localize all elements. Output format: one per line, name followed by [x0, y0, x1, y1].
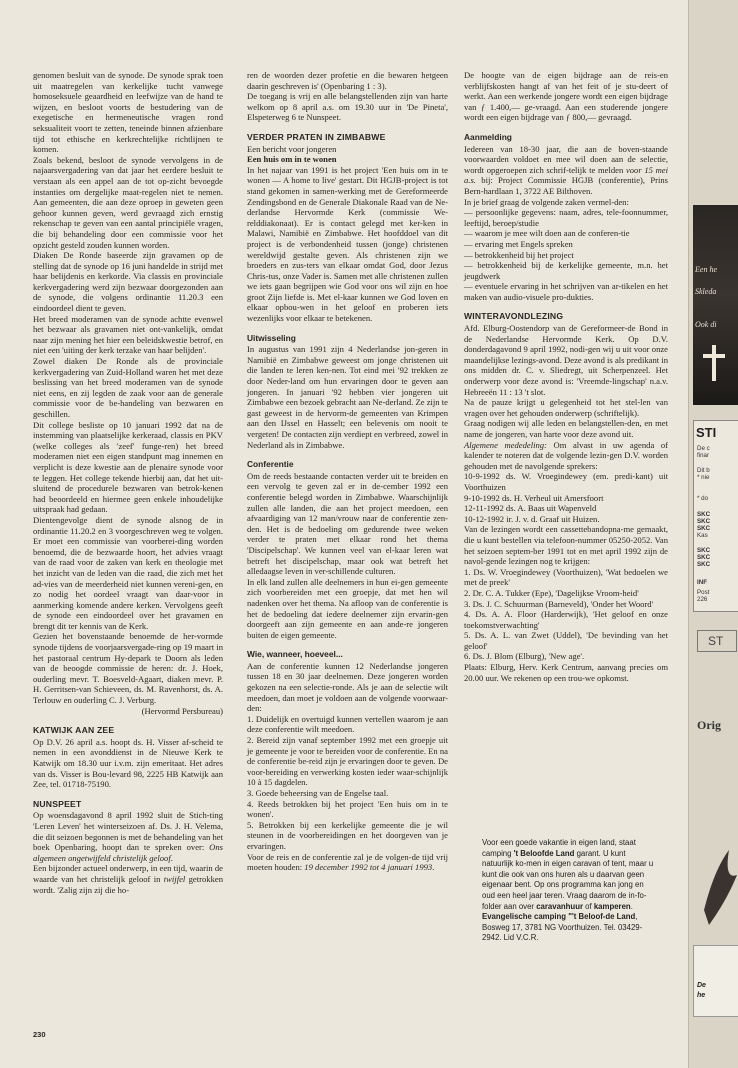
column-1 — [33, 70, 223, 895]
paragraph: Na de pauze krijgt u gelegenheid tot het stel-len van vragen over het gehouden onderwerp (schriftelijk). — [464, 397, 668, 418]
section-heading-aanmelding: Aanmelding — [464, 131, 512, 142]
paragraph: De hoogte van de eigen bijdrage aan de reis-en verblijfskosten hangt af van het feit of je stu-deert of werkt. Aan een werkende jongere wordt een eigen bijdrage van ƒ 1.400,— ge-vraagd. Aan een studerende jongere wordt een eigen bijdrage van ƒ 800,— gevraagd. — [464, 70, 668, 123]
original-stamp: Orig — [697, 718, 721, 732]
list-item: 1. Duidelijk en overtuigd kunnen vertellen waarom je aan deze conferentie wilt meedoen. — [247, 713, 448, 735]
section-heading-conferentie: Conferentie — [247, 459, 294, 470]
subheading-bold: Een huis om in te wonen — [247, 154, 337, 165]
paragraph: In het najaar van 1991 is het project 'Een huis om in te wonen — A home to live' gestart. Dit HGJB-project is tot stand gekomen in samen-werking met de Gereformeerde Zendingsbond en de Generale Diakonale Raad van de Ne-derlandse Hervormde Kerk (commissie We-relddiakonaat). Er is contact gelegd met ker-ken in Malawi, Namibië en Zimbabwe. Het hoofddoel van dit project is de verbondenheid tussen (jonge) christenen wereldwijd gestalte geven. Als christenen zijn we broeders en zus-ters van elkaar omdat God, door Jezus Chris-tus, onze Vader is. Samen met alle christenen zullen we iets gaan begrijpen wie God voor ons wil zijn en hoe groot Zijn liefde is. Met el-kaar kunnen we God loven en elkaar opbou-wen in het geloof en proberen iets wezenlijks voor elkaar te betekenen. — [247, 164, 448, 324]
column-2 — [247, 70, 448, 873]
date-item: 10-9-1992 ds. W. Vroegindewey (em. predi-kant) uit Voorthuizen — [464, 471, 668, 492]
paragraph: Aan de conferentie kunnen 12 Nederlandse jongeren tussen 18 en 30 jaar deelnemen. Deze jongeren worden gekozen na een selectie-ronde. Als je aan de selectie wilt meedoen, dan moet je voldoen aan de volgende voorwaar-den: — [247, 660, 448, 714]
list-item: 5. Betrokken bij een kerkelijke gemeente die je wil steunen in de voorbereidingen en het doorgeven van je ervaringen. — [247, 819, 448, 851]
paragraph: In je brief graag de volgende zaken vermel-den: — [464, 196, 629, 207]
list-item: — waarom je mee wilt doen aan de conferen-tie — [464, 228, 630, 239]
list-item: — betrokkenheid bij de kerkelijke gemeente, m.n. het jeugdwerk — [464, 260, 668, 281]
paragraph: Zoals bekend, besloot de synode vervolgens in de najaarsvergadering van dat jaar het eerdere besluit te verstaan als een appel aan de tot op-zicht bevoegde instanties om dergelijke maat-regelen niet te nemen. Aan gemeenten, die aan deze oproep in geweten geen gehoor kunnen geven, werd gevraagd zich ernstig rekenschap te geven van een aantal principiële vragen, die bij behandeling door een commissie voor het opzicht gesteld zouden kunnen worden. — [33, 154, 223, 250]
list-item: 3. Goede beheersing van de Engelse taal. — [247, 788, 389, 798]
paragraph: Van de lezingen wordt een cassettebandopna-me gemaakt, die u kunt bestellen via telefoon-nummer 05250-2052. Van het seizoen septem-ber 1991 tot en met april 1992 zijn de navol-gende lezingen nog te krijgen: — [464, 524, 668, 567]
date-item: 9-10-1992 ds. H. Verheul uit Amersfoort — [464, 492, 604, 503]
adjacent-page-strip — [688, 0, 738, 1068]
list-item: 2. Bereid zijn vanaf september 1992 met een groepje uit je gemeente je voor te bereiden voor de conferentie. En na de conferentie be-reid zijn je ervaringen door te geven. De voor-bereiding en verwerking kosten ieder waar-schijnlijk 10 à 15 dagdelen. — [247, 735, 448, 788]
paragraph: Op D.V. 26 april a.s. hoopt ds. H. Visser af-scheid te nemen in een avonddienst in de Nieuwe Kerk te Katwijk om 18.30 uur i.v.m. zijn emeritaat. Het adres van ds. Visser is Bou-levard 98, 2225 HB Katwijk aan Zee, tel. 01718-75190. — [33, 736, 223, 790]
list-item: — betrokkenheid bij het project — [464, 249, 574, 260]
paragraph: Een bijzonder actueel onderwerp, in een tijd, waarin de waarde van het christelijk geloof in twijfel getrokken wordt. 'Zalig zijn zij die ho- — [33, 863, 223, 895]
section-heading-zimbabwe: VERDER PRATEN IN ZIMBABWE — [247, 131, 386, 142]
paragraph: In augustus van 1991 zijn 4 Nederlandse jon-geren in Namibië en Zimbabwe geweest om jonge christenen uit die landen te leren ken-nen. Tot eind mei '92 trekken ze door Neder-land om hun ervaringen door te geven aan jongeren. In januari '92 hebben vier jongeren uit Zimbabwe een bezoek gebracht aan Ne-derland. Ze zijn te gast geweest in de hervorm-de gemeenten van Krimpen aan den IJssel en Hasselt; een belevenis om nooit te vergeten! De contacten zijn verdiept en verbreed, zowel in Nederland als in Zimbabwe. — [247, 344, 448, 450]
paragraph: Algemene mededeling: Om alvast in uw agenda of kalender te noteren dat de volgende lezin-gen D.V. worden gehouden met de navolgende sprekers: — [464, 439, 668, 471]
side-subsection: ST — [693, 630, 738, 930]
photo-caption: Skleda — [695, 287, 717, 296]
section-heading-uitwisseling: Uitwisseling — [247, 332, 296, 343]
paragraph: Iedereen van 18-30 jaar, die aan de boven-staande voorwaarden voldoet en mee wil doen aan de selectie, wordt opgeroepen zich schrif-telijk te melden voor 15 mei a.s. bij: Project Commissie HGJB (conferentie), Prins Bern-hardlaan 1, 3722 AE Bilthoven. — [464, 143, 668, 196]
paragraph: Zowel diaken De Ronde als de provinciale kerkvergadering van Zuid-Holland waren het met deze beslissing van het breed moderamen van de synode niet eens, en zij legden de zaak voor aan de generale commissie voor de be-handeling van bezwaren en geschillen. — [33, 356, 223, 419]
paragraph: Dit college besliste op 10 januari 1992 dat na de instemming van plaatselijke kerkeraad, classis en PKV (welke colleges als 'zeef' funge-ren) het breed moderamen niet een eigen standpunt mag innemen en verplicht is deze kwestie aan de plenaire synode voor te leggen. Het college tekende hierbij aan, dat het uit-sluitend de procedurele bezwaren van betrok-kenen had beoordeeld en hiermee geen enkele inhoudelijke uitspraak had gedaan. — [33, 419, 223, 515]
subheading: Een bericht voor jongeren — [247, 143, 337, 154]
lecture-item: 4. Ds. A. A. Floor (Harderwijk), 'Het geloof en onze toekomstverwachting' — [464, 609, 668, 630]
camping-advertisement: Voor een goede vakantie in eigen land, staat camping 't Beloofde Land garant. U kunt natuurlijk ko-men in eigen caravan of tent, maar u kunt die ook van ons huren als u daarvan geen eigenaar bent. Op ons programma kan jong en oud een heel jaar teren. Vraag daarom de in-fo-folder aan over caravanhuur of kamperen. Evangelische camping "'t Beloof-de Land, Bosweg 17, 3781 NG Voorthuizen. Tel. 03429-2942. Lid V.C.R. — [482, 838, 654, 943]
paragraph: Voor de reis en de conferentie zal je de volgen-de tijd vrij moeten houden: 19 december 1992 tot 4 januari 1993. — [247, 851, 448, 873]
list-item: — eventuele ervaring in het schrijven van ar-tikelen en het maken van audio-visuele pro-dukties. — [464, 281, 668, 302]
paragraph: Graag nodigen wij alle leden en belangstellen-den, en met name de jongeren, van harte voor deze avond uit. — [464, 418, 668, 439]
paragraph: genomen besluit van de synode. De synode sprak toen uit maatregelen van kerkelijke tucht vanwege homoseksuele geaardheid en leefwijze van de hand te wijzen, en besloot voorts de bestudering van de exegetische en hermeneutische vragen rond seksualiteit voort te zetten, teneinde binnen afzienbare tijd tot ethische en kerkrechtelijke richtlijnen te komen. — [33, 70, 223, 155]
photo-caption: Een he — [695, 265, 717, 274]
page-number: 230 — [33, 1030, 46, 1039]
lecture-item: 3. Ds. J. C. Schuurman (Barneveld), 'Onder het Woord' — [464, 598, 654, 609]
side-advertisement: STI De c finar Dit b * nie * do SKC SKC SKC Kas SKC SKC SKC INF Post 226 — [693, 420, 738, 612]
photo-image — [693, 205, 738, 405]
section-heading-nunspeet: NUNSPEET — [33, 798, 82, 809]
list-item: — ervaring met Engels spreken — [464, 238, 573, 249]
photo-caption: Ook di — [695, 320, 717, 329]
cross-figure-icon — [703, 345, 725, 381]
source-credit: (Hervormd Persbureau) — [141, 705, 223, 716]
paragraph: Om de reeds bestaande contacten verder uit te breiden en een vervolg te geven zal er in de-cember 1992 een conferentie belegd worden in Zimbabwe. Waarschijnlijk zullen alle landen, die aan het project meedoen, een afvaardiging van 12 man/vrouw naar de conferentie zen-den. Het is de bedoeling om gedurende twee weken verder te praten met elkaar rond het thema 'Discipelschap'. We kunnen veel van el-kaar leren wat betreft het discipelschap, maar ook wat betreft het alledaagse leven in ver-schillende culturen. — [247, 470, 448, 577]
list-item: 4. Reeds betrokken bij het project 'Een huis om in te wonen'. — [247, 798, 448, 820]
date-item: 10-12-1992 ir. J. v. d. Graaf uit Huizen. — [464, 513, 600, 524]
paragraph: ren de woorden dezer profetie en die bewaren hetgeen daarin geschreven is' (Openbaring 1 : 3). — [247, 70, 448, 91]
lecture-item: 6. Ds. J. Blom (Elburg), 'New age'. — [464, 651, 585, 662]
paragraph: Afd. Elburg-Oostendorp van de Gereformeer-de Bond in de Nederlandse Hervormde Kerk. Op D.V. donderdagavond 9 april 1992, nodi-gen wij u uit voor onze maandelijkse lezings-avond. Deze avond is als predikant in ons midden dr. C. v. Sliedregt, uit Scherpenzeel. Het onderwerp voor deze avond is: 'Vreemde-lingschap' n.a.v. Hebreeën 11 : 13 't slot. — [464, 323, 668, 397]
lecture-item: 2. Dr. C. A. Tukker (Epe), 'Dagelijkse Vroom-heid' — [464, 587, 639, 598]
paragraph: Op woensdagavond 8 april 1992 sluit de Stich-ting 'Leren Leven' het winterseizoen af. Ds. J. H. Velema, die dit seizoen begonnen is met de behandeling van het boek Openbaring, hoopt dan te spreken over: Ons algemeen ongetwijfeld christelijk geloof. — [33, 810, 223, 863]
advertiser-address: Evangelische camping "'t Beloof-de Land — [482, 912, 636, 922]
paragraph: Het breed moderamen van de synode achtte evenwel het bezwaar als gravamen niet ont-vankelijk, omdat naar zijn mening het hier een beleidskwestie betrof, en niet een 'uiting der kerk terzake van haar belijden'. — [33, 313, 223, 356]
lecture-item: 5. Ds. A. L. van Zwet (Uddel), 'De bevinding van het geloof' — [464, 630, 668, 651]
paragraph: Plaats: Elburg, Herv. Kerk Centrum, aanvang precies om 20.00 uur. We rekenen op een trou-we opkomst. — [464, 662, 668, 683]
section-heading-winteravondlezing: WINTERAVONDLEZING — [464, 311, 564, 322]
paragraph: Gezien het bovenstaande benoemde de her-vormde synode tijdens de voorjaarsvergade-ring op 19 maart in het pastoraal centrum Hy-depark te Doorn als leden van de beoogde commissie de heren: dr. J. Hoek, ouderling mevr. T. Boesveld-Agaart, diaken mevr. P. H. Gerritsen-van Schieveen, ds. M. Ravenhorst, ds. A. Terlouw en ouderling C. J. Verburg. — [33, 631, 223, 706]
dove-illustration-icon — [699, 830, 738, 930]
column-3 — [464, 70, 668, 683]
section-heading-wie: Wie, wanneer, hoeveel... — [247, 649, 343, 660]
paragraph: Diaken De Ronde baseerde zijn gravamen op de stelling dat de synode op 16 juni handelde in strijd met haar belijdenis en kerkorde. Via classis en provinciale kerkvergadering werd zijn bezwaar doorgezonden aan de synode, die volgens ordinantie 11.20.3 een eindoordeel dient te geven. — [33, 250, 223, 314]
paragraph: De toegang is vrij en alle belangstellenden zijn van harte welkom op 8 april a.s. om 19.30 uur in 'De Pineta', Elspeterweg 6 te Nunspeet. — [247, 91, 448, 123]
date-item: 12-11-1992 ds. A. Baas uit Wapenveld — [464, 503, 597, 514]
lecture-item: 1. Ds. W. Vroegindewey (Voorthuizen), 'Wat bedoelen we met de preek' — [464, 566, 668, 588]
section-heading-katwijk: KATWIJK AAN ZEE — [33, 725, 115, 736]
paragraph: In elk land zullen alle deelnemers in hun ei-gen gemeente zich voorbereiden met een groepje, dat met hen wil nadenken over het thema. Na afloop van de conferentie is het de bedoeling dat iedere deelnemer zijn ervarin-gen doorgeeft aan zijn gemeente en aan ande-re jongeren buiten de eigen gemeente. — [247, 576, 448, 640]
paragraph: Dientengevolge dient de synode alsnog de in ordinantie 11.20.2 en 3 voorgeschreven weg te volgen. Er moet een commissie van voorberei-ding worden benoemd, die de bezwaarde hoort, het advies vraagt van de raad voor de zaken van kerk en theologie met het inzicht van de leden van die raad, die zich met het ad-vies van de meerderheid niet kunnen vereni-gen, en zo nodig het oordeel vraagt van daar-voor in aanmerking komende andere kerken. Vervolgens geeft de synode een eindoordeel over het gravamen en brengt dit ter kennis van de Kerk. — [33, 514, 223, 631]
list-item: — persoonlijke gegevens: naam, adres, tele-foonnummer, leeftijd, beroep/studie — [464, 207, 668, 228]
side-box: De he — [693, 945, 738, 1017]
